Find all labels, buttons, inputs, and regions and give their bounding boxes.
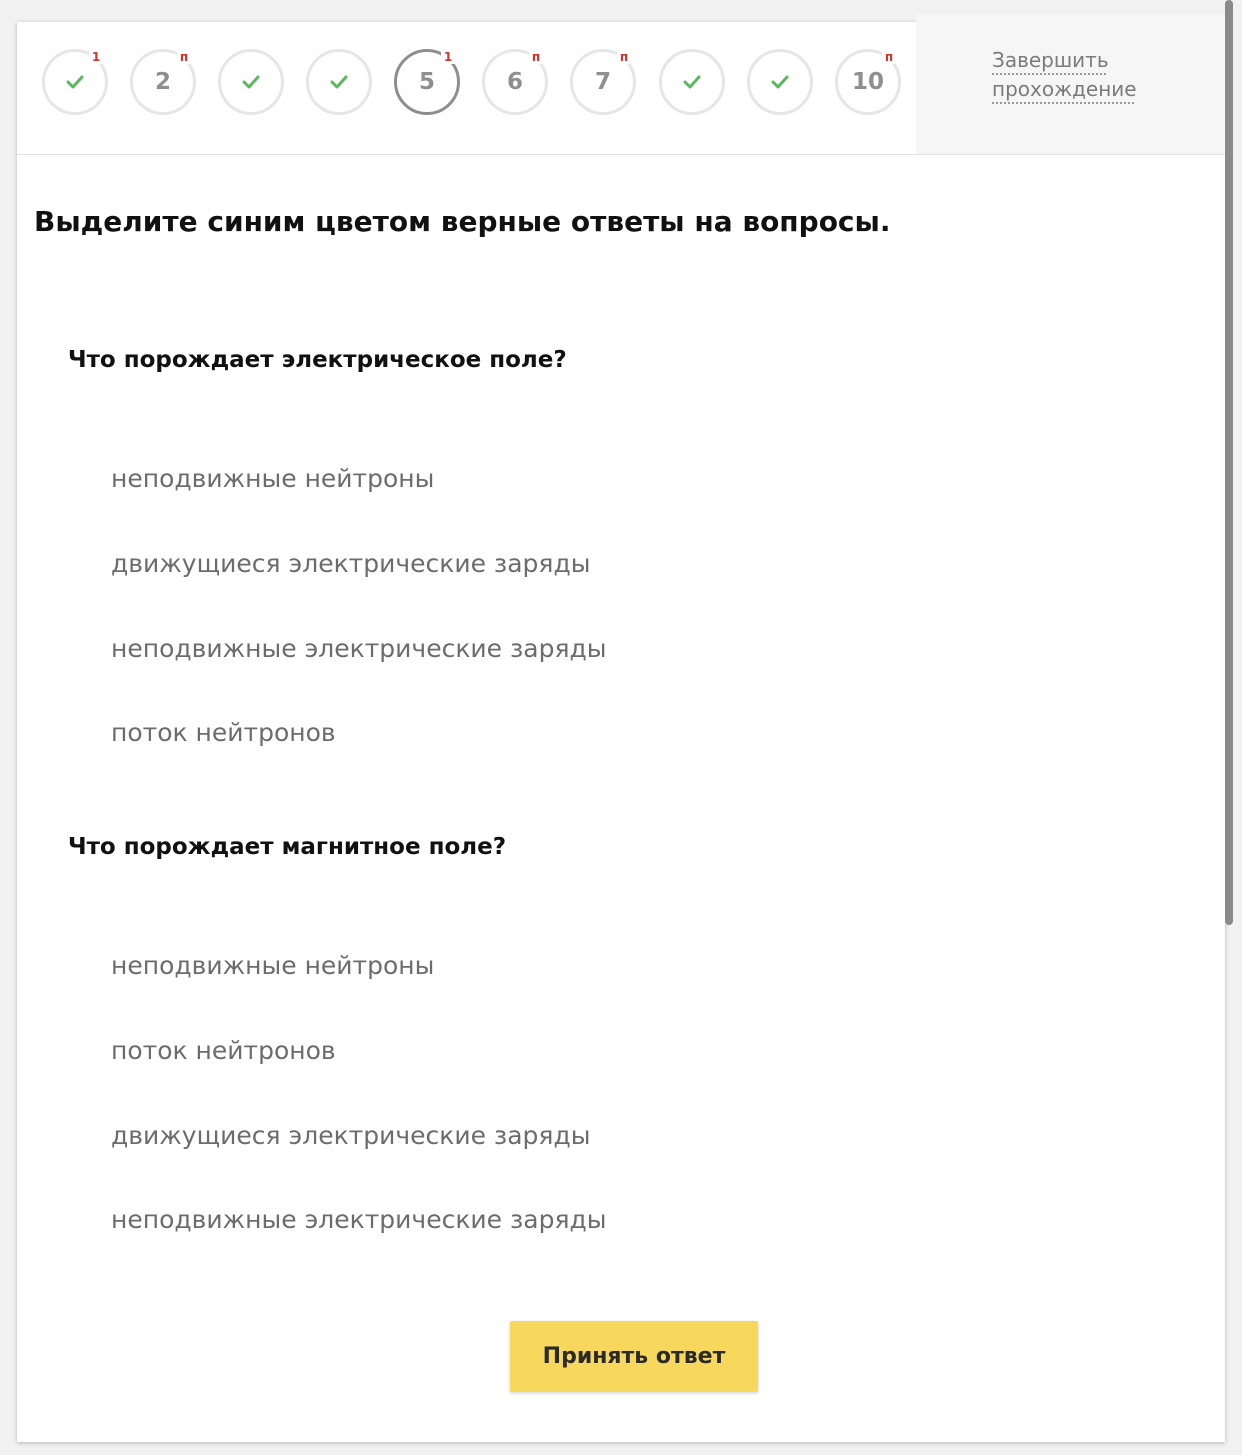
answer-option[interactable]: неподвижные нейтроны <box>111 464 435 493</box>
step-6[interactable] <box>482 49 548 115</box>
step-1[interactable] <box>42 49 108 115</box>
step-number: 2 <box>154 69 171 95</box>
check-icon <box>330 73 348 91</box>
finish-panel <box>916 14 1225 155</box>
answer-option[interactable]: поток нейтронов <box>111 718 336 747</box>
check-icon <box>66 73 84 91</box>
step-number: 10 <box>851 69 884 95</box>
submit-answer-button[interactable]: Принять ответ <box>510 1321 758 1392</box>
step-10[interactable] <box>835 49 901 115</box>
step-2[interactable] <box>130 49 196 115</box>
step-badge: п <box>177 50 191 64</box>
step-9[interactable] <box>747 49 813 115</box>
step-badge: 1 <box>441 50 455 64</box>
step-number: 5 <box>418 69 435 95</box>
answer-option[interactable]: движущиеся электрические заряды <box>111 549 591 578</box>
step-8[interactable] <box>659 49 725 115</box>
test-card <box>17 22 1225 1442</box>
task-title: Выделите синим цветом верные ответы на вопросы. <box>34 205 891 238</box>
step-4[interactable] <box>306 49 372 115</box>
step-5-current[interactable] <box>394 49 460 115</box>
step-badge: п <box>529 50 543 64</box>
scrollbar-thumb[interactable] <box>1225 0 1233 925</box>
check-icon <box>242 73 260 91</box>
step-number: 7 <box>594 69 611 95</box>
step-badge: п <box>617 50 631 64</box>
check-icon <box>771 73 789 91</box>
answer-option[interactable]: неподвижные электрические заряды <box>111 634 607 663</box>
step-badge: п <box>882 50 896 64</box>
question-2-title: Что порождает магнитное поле? <box>68 834 507 860</box>
step-number: 6 <box>506 69 523 95</box>
question-navigator <box>17 22 916 155</box>
step-3[interactable] <box>218 49 284 115</box>
finish-test-link[interactable]: Завершить прохождение <box>992 48 1137 101</box>
question-1-title: Что порождает электрическое поле? <box>68 347 567 373</box>
check-icon <box>683 73 701 91</box>
answer-option[interactable]: поток нейтронов <box>111 1036 336 1065</box>
answer-option[interactable]: неподвижные электрические заряды <box>111 1205 607 1234</box>
step-badge: 1 <box>89 50 103 64</box>
answer-option[interactable]: движущиеся электрические заряды <box>111 1121 591 1150</box>
answer-option[interactable]: неподвижные нейтроны <box>111 951 435 980</box>
step-7[interactable] <box>570 49 636 115</box>
